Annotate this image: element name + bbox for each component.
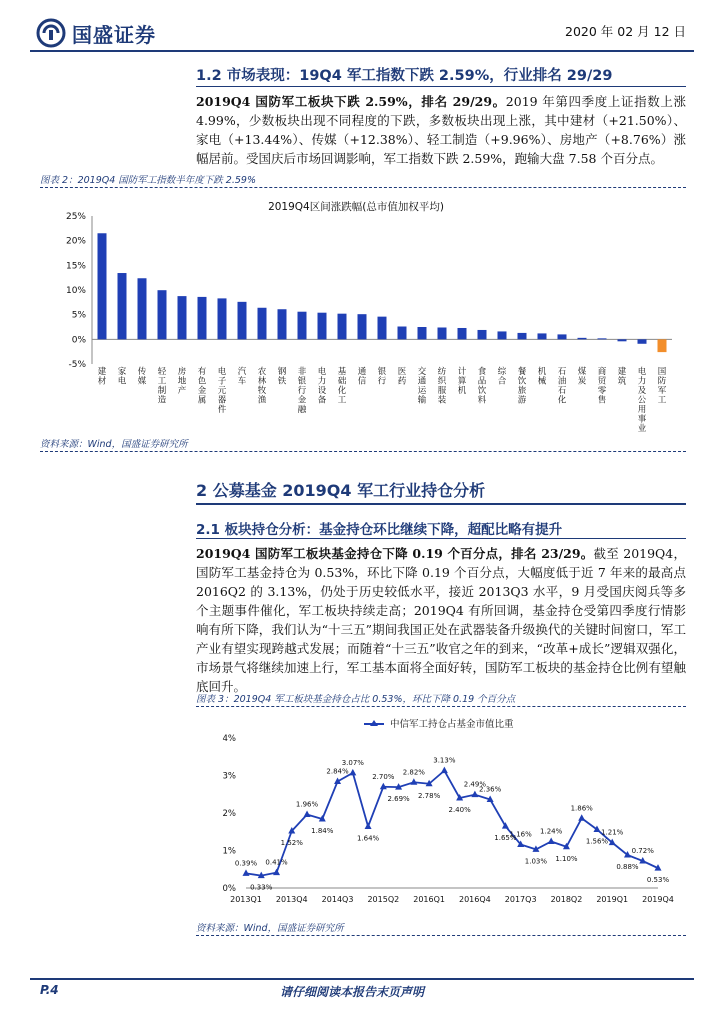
data-label: 2.49%: [463, 780, 487, 789]
line-x-tick-label: 2013Q1: [230, 895, 262, 904]
svg-text:媒: 媒: [137, 376, 147, 387]
svg-text:零: 零: [597, 386, 607, 396]
svg-text:属: 属: [197, 395, 207, 406]
bar-chart-title: 2019Q4区间涨跌幅(总市值加权平均): [268, 201, 444, 213]
svg-text:制: 制: [157, 386, 167, 396]
line-x-tick-label: 2013Q4: [275, 895, 308, 904]
bar: [518, 333, 527, 339]
legend-label: 中信军工持仓占基金市值比重: [390, 719, 514, 730]
svg-text:有: 有: [197, 367, 207, 377]
svg-text:农: 农: [257, 367, 267, 377]
svg-text:产: 产: [177, 386, 187, 396]
section-1-2-body: 2019 年第四季度上证指数上涨 4.99%，少数板块出现不同程度的下跌，多数板块出现上涨，其中建材（+21.50%）、家电（+13.44%）、传媒（+12.38%）、轻工制造（+9.96%）、房地产（+8.76%）涨幅居前。受国庆后市场回调影响，军工指数下跌 2.59%，跑输大盘 7.58 个百分点。: [196, 94, 686, 166]
series-line: [246, 771, 658, 876]
bar-x-tick-label: [578, 366, 587, 387]
svg-text:建: 建: [97, 367, 107, 377]
svg-text:力: 力: [317, 376, 327, 387]
svg-text:电: 电: [317, 367, 327, 377]
bar: [378, 317, 387, 340]
svg-text:通: 通: [357, 367, 367, 377]
svg-text:行: 行: [297, 386, 307, 396]
svg-text:品: 品: [477, 376, 487, 387]
bar-chart: [40, 192, 686, 432]
svg-text:商: 商: [597, 367, 607, 377]
bar: [278, 309, 287, 339]
svg-text:融: 融: [297, 405, 307, 415]
data-point: [471, 791, 478, 798]
line-y-tick-label: 2%: [222, 809, 236, 819]
data-label: 3.13%: [433, 756, 456, 765]
bar: [258, 308, 267, 340]
bar-x-tick-label: [658, 367, 667, 406]
svg-text:炭: 炭: [577, 376, 587, 387]
svg-text:信: 信: [357, 376, 367, 387]
data-label: 2.82%: [402, 768, 425, 777]
svg-text:化: 化: [337, 386, 347, 396]
bar: [198, 297, 207, 339]
data-point: [349, 769, 356, 776]
line-y-tick-label: 4%: [222, 734, 236, 744]
figure-2-bottom-rule: [40, 451, 686, 452]
svg-text:及: 及: [637, 386, 647, 396]
data-label: 2.36%: [479, 785, 502, 794]
svg-text:金: 金: [197, 386, 207, 396]
svg-text:铁: 铁: [277, 376, 287, 387]
figure-3-source: 资料来源：Wind，国盛证券研究所: [196, 923, 344, 934]
svg-text:力: 力: [637, 376, 647, 387]
svg-text:综: 综: [497, 367, 507, 377]
figure-2-top-rule: [40, 187, 686, 188]
svg-text:旅: 旅: [517, 386, 527, 396]
data-label: 0.39%: [234, 859, 258, 868]
svg-text:售: 售: [597, 395, 607, 406]
bar: [558, 334, 567, 339]
svg-text:工: 工: [337, 395, 347, 406]
bar: [98, 233, 107, 339]
bar-x-tick-label: [378, 366, 387, 387]
svg-text:传: 传: [137, 367, 147, 377]
bar-x-tick-label: [458, 366, 467, 396]
svg-text:机: 机: [537, 367, 547, 377]
svg-text:件: 件: [217, 405, 227, 415]
svg-text:料: 料: [477, 395, 487, 406]
svg-text:计: 计: [457, 367, 467, 377]
data-label: 1.56%: [585, 837, 609, 846]
bar-x-tick-label: [438, 366, 447, 406]
data-label: 1.86%: [570, 804, 593, 813]
bar: [118, 273, 127, 339]
svg-text:子: 子: [217, 376, 227, 387]
svg-text:工: 工: [657, 395, 667, 406]
bar-y-tick-label: -5%: [68, 360, 86, 370]
page-number: P.4: [40, 983, 59, 997]
figure-3-top-rule: [196, 706, 686, 707]
svg-text:房: 房: [177, 367, 187, 377]
bar: [318, 313, 327, 340]
data-label: 2.40%: [448, 806, 471, 814]
bar: [658, 339, 667, 352]
data-label: 2.69%: [387, 795, 410, 804]
bar-x-tick-label: [498, 366, 507, 387]
svg-text:地: 地: [177, 376, 187, 387]
bar: [178, 296, 187, 339]
line-x-tick-label: 2015Q2: [367, 895, 400, 904]
section-2-1-title: 2.1 板块持仓分析：基金持仓环比继续下降，超配比略有提升: [196, 522, 563, 538]
svg-text:通: 通: [417, 376, 427, 387]
bar-x-tick-label: [478, 366, 487, 406]
svg-text:交: 交: [417, 367, 427, 377]
section-1-2-title: 1.2 市场表现：19Q4 军工指数下跌 2.59%，行业排名 29/29: [196, 68, 613, 84]
svg-text:工: 工: [157, 376, 167, 387]
svg-text:机: 机: [457, 386, 467, 396]
svg-text:餐: 餐: [517, 367, 527, 377]
svg-text:电: 电: [117, 376, 127, 387]
footer-divider: [30, 978, 694, 980]
svg-text:造: 造: [157, 395, 167, 406]
line-x-tick-label: 2019Q4: [642, 895, 674, 904]
bar: [358, 314, 367, 339]
bar-y-tick-label: 15%: [65, 261, 86, 272]
bar: [478, 330, 487, 339]
svg-text:织: 织: [437, 376, 447, 387]
line-x-tick-label: 2014Q3: [321, 895, 354, 904]
bar-x-tick-label: [98, 366, 107, 387]
svg-text:医: 医: [397, 367, 407, 377]
svg-text:设: 设: [317, 386, 327, 396]
svg-text:输: 输: [417, 395, 427, 406]
line-x-tick-label: 2016Q1: [413, 895, 445, 904]
svg-text:算: 算: [457, 376, 467, 387]
svg-text:食: 食: [477, 367, 487, 377]
svg-text:电: 电: [217, 367, 227, 377]
svg-text:基: 基: [337, 367, 347, 377]
data-label: 1.96%: [295, 800, 319, 809]
svg-text:化: 化: [557, 395, 567, 406]
logo-text: 国盛证券: [72, 22, 156, 47]
section-2-1-body: 截至 2019Q4，国防军工基金持仓为 0.53%，环比下降 0.19 个百分点，大幅度低于近 7 年来的最高点 2016Q2 的 3.13%，仍处于历史较低水平，接近 2013Q3 水平，9 月受国庆阅兵等多个主题事件催化，军工板块持续走高；2019Q4 有所回调，基金持仓受第四季度行情影响有所下降，我们认为“十三五”期间我国正处在武器装备升级换代的关键时间窗口，军工产业有望实现跨越式发展；而随着“十三五”收官之年的到来，“改革+成长”逻辑双强化，市场景气将继续加速上行，军工基本面将全面好转，国防军工板块的基金持仓比例有望触底回升。: [196, 546, 686, 694]
bar-y-tick-label: 0%: [71, 335, 86, 346]
data-label: 1.52%: [280, 839, 303, 847]
svg-text:防: 防: [657, 376, 667, 387]
svg-text:银: 银: [377, 367, 387, 377]
bar-x-tick-label: [118, 366, 127, 387]
svg-text:纺: 纺: [437, 367, 447, 377]
bar-x-tick-label: [338, 366, 347, 406]
data-label: 2.78%: [417, 791, 441, 800]
section-2-underline: [196, 503, 686, 505]
bar-x-tick-label: [518, 366, 527, 406]
data-label: 2.84%: [326, 767, 349, 776]
svg-text:备: 备: [317, 395, 327, 406]
svg-text:轻: 轻: [157, 367, 167, 377]
data-point: [410, 778, 417, 785]
bar: [498, 331, 507, 339]
bar-x-tick-label: [178, 366, 187, 396]
figure-2-source: 资料来源：Wind，国盛证券研究所: [40, 439, 188, 450]
bar: [158, 290, 167, 339]
bar: [598, 338, 607, 339]
svg-text:军: 军: [657, 386, 667, 396]
data-label: 1.24%: [540, 827, 563, 836]
bar: [618, 339, 627, 341]
svg-text:色: 色: [197, 376, 207, 387]
svg-text:煤: 煤: [577, 367, 587, 377]
company-logo: [36, 18, 156, 48]
bar: [438, 327, 447, 339]
svg-text:药: 药: [397, 376, 407, 387]
svg-text:油: 油: [557, 376, 567, 387]
svg-text:国: 国: [657, 367, 667, 377]
bar-y-tick-label: 10%: [65, 286, 86, 296]
bar-x-tick-label: [638, 366, 647, 432]
svg-text:服: 服: [437, 386, 447, 396]
svg-text:银: 银: [297, 376, 307, 387]
section-2-title: 2 公募基金 2019Q4 军工行业持仓分析: [196, 481, 486, 500]
bar-x-tick-label: [538, 366, 547, 387]
data-label: 3.07%: [341, 758, 364, 767]
bar-x-tick-label: [418, 366, 427, 406]
svg-text:用: 用: [637, 405, 647, 415]
bar-x-tick-label: [218, 366, 227, 415]
svg-text:电: 电: [637, 367, 647, 377]
bar-y-tick-label: 20%: [65, 236, 86, 247]
bar-x-tick-label: [238, 366, 247, 387]
svg-text:材: 材: [97, 376, 107, 387]
section-2-1-underline: [196, 538, 686, 539]
data-point: [578, 814, 585, 821]
figure-3-caption: 图表 3：2019Q4 军工板块基金持仓占比 0.53%，环比下降 0.19 个百分点: [196, 694, 516, 705]
data-label: 0.72%: [631, 847, 654, 855]
data-label: 1.10%: [555, 854, 578, 863]
svg-text:饮: 饮: [517, 376, 527, 387]
bar: [138, 278, 147, 339]
svg-text:装: 装: [437, 395, 447, 406]
data-label: 1.16%: [509, 830, 532, 839]
bar: [238, 302, 247, 339]
header-divider: [30, 50, 694, 52]
svg-text:汽: 汽: [237, 367, 247, 377]
svg-text:行: 行: [377, 376, 387, 387]
data-point: [441, 767, 448, 774]
data-label: 0.53%: [646, 876, 670, 885]
line-x-tick-label: 2018Q2: [550, 895, 583, 904]
svg-text:金: 金: [297, 395, 307, 406]
data-point: [243, 869, 250, 876]
svg-text:非: 非: [297, 367, 307, 377]
data-point: [273, 869, 280, 876]
data-point: [365, 823, 372, 830]
data-label: 2.70%: [372, 772, 395, 781]
bar: [398, 327, 407, 340]
svg-text:公: 公: [637, 395, 647, 406]
svg-text:合: 合: [497, 376, 507, 387]
bar-x-tick-label: [298, 366, 307, 415]
bar-x-tick-label: [598, 366, 607, 406]
line-x-tick-label: 2017Q3: [504, 895, 537, 904]
svg-text:础: 础: [337, 376, 347, 387]
svg-text:石: 石: [557, 367, 567, 377]
logo-icon: [36, 18, 66, 48]
data-label: 0.33%: [250, 883, 273, 892]
bar-x-tick-label: [198, 366, 207, 406]
figure-2-caption: 图表 2：2019Q4 国防军工指数半年度下跌 2.59%: [40, 175, 256, 186]
data-label: 1.03%: [524, 857, 548, 866]
data-label: 1.64%: [356, 834, 380, 843]
svg-text:林: 林: [257, 376, 267, 387]
svg-text:车: 车: [237, 376, 247, 387]
svg-text:械: 械: [537, 376, 547, 387]
bar-x-tick-label: [358, 366, 367, 387]
bar-x-tick-label: [138, 366, 147, 387]
svg-text:牧: 牧: [257, 386, 267, 396]
bar-x-tick-label: [398, 367, 407, 387]
bar: [298, 312, 307, 340]
svg-text:运: 运: [417, 386, 427, 396]
data-label: 1.84%: [311, 827, 334, 835]
line-chart: [196, 710, 686, 915]
section-2-1-paragraph: [196, 544, 686, 696]
line-y-tick-label: 1%: [222, 846, 236, 857]
svg-text:事: 事: [637, 414, 647, 425]
data-label: 1.65%: [494, 834, 517, 843]
footer-disclaimer: 请仔细阅读本报告末页声明: [280, 985, 425, 999]
bar-x-tick-label: [558, 367, 567, 406]
svg-text:筑: 筑: [617, 376, 627, 387]
bar-x-tick-label: [618, 366, 627, 387]
line-x-tick-label: 2019Q1: [596, 895, 629, 904]
bar-x-tick-label: [318, 366, 327, 406]
section-2-1-lead: 2019Q4 国防军工板块基金持仓下降 0.19 个百分点，排名 23/29。: [196, 546, 594, 561]
bar: [458, 328, 467, 339]
data-point: [304, 811, 311, 818]
bar: [218, 298, 227, 339]
svg-text:游: 游: [517, 395, 527, 406]
svg-text:业: 业: [637, 424, 647, 432]
line-y-tick-label: 0%: [222, 884, 236, 894]
bar: [338, 314, 347, 340]
section-1-2-lead: 2019Q4 国防军工板块下跌 2.59%，排名 29/29。: [196, 94, 506, 109]
section-1-2-underline: [196, 86, 686, 87]
bar-x-tick-label: [278, 366, 287, 387]
bar-x-tick-label: [258, 366, 267, 406]
svg-text:钢: 钢: [277, 367, 287, 377]
svg-text:建: 建: [617, 367, 627, 377]
svg-text:渔: 渔: [257, 395, 267, 406]
bar: [538, 333, 547, 339]
data-point: [548, 838, 555, 845]
svg-text:贸: 贸: [597, 376, 607, 387]
section-1-2-paragraph: [196, 92, 686, 168]
line-y-tick-label: 3%: [222, 771, 236, 782]
svg-text:器: 器: [217, 395, 227, 406]
svg-text:元: 元: [217, 386, 227, 396]
report-date: 2020 年 02 月 12 日: [565, 24, 686, 39]
bar-y-tick-label: 25%: [65, 212, 86, 222]
bar-y-tick-label: 5%: [71, 310, 86, 321]
data-label: 1.21%: [601, 828, 624, 837]
figure-3-bottom-rule: [196, 935, 686, 936]
bar: [418, 327, 427, 339]
line-x-tick-label: 2016Q4: [459, 895, 491, 904]
bar: [638, 339, 647, 343]
data-label: 0.41%: [265, 858, 288, 867]
data-label: 0.88%: [616, 863, 639, 871]
svg-text:石: 石: [557, 386, 567, 396]
svg-text:家: 家: [117, 367, 127, 377]
svg-text:饮: 饮: [477, 386, 487, 396]
bar: [578, 338, 587, 339]
bar-x-tick-label: [158, 366, 167, 406]
